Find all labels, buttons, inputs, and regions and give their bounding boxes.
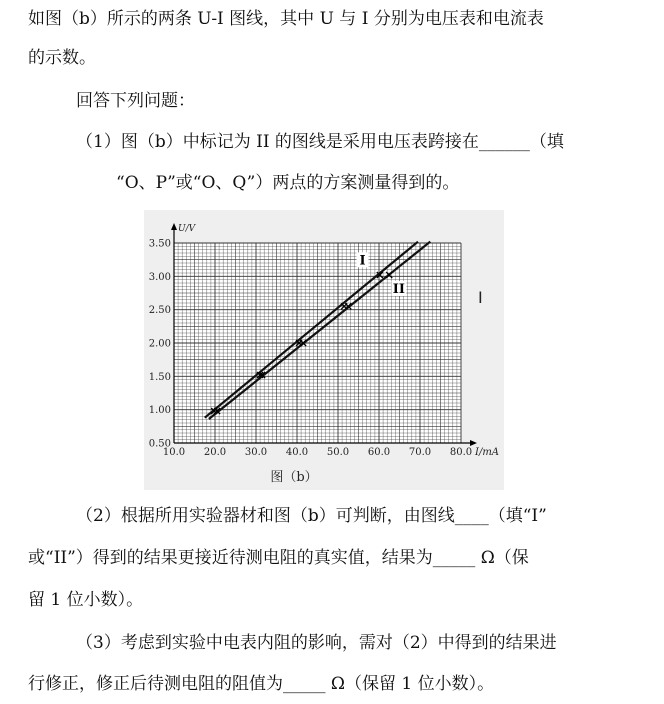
question-line-4: （1）图（b）中标记为 II 的图线是采用电压表跨接在______（填 — [76, 132, 564, 152]
y-tick-label: 3.00 — [148, 271, 171, 283]
y-tick-label: 2.50 — [148, 305, 171, 317]
y-tick-label: 1.00 — [148, 405, 171, 417]
question-line-10: 行修正，修正后待测电阻的阻值为_____ Ω（保留 1 位小数）。 — [28, 674, 495, 694]
question-line-2: 的示数。 — [28, 48, 96, 68]
question-line-6: （2）根据所用实验器材和图（b）可判断，由图线____（填“I” — [76, 506, 547, 526]
x-tick-label: 20.0 — [203, 447, 227, 458]
y-tick-label: 1.50 — [148, 371, 171, 383]
y-tick-label: 2.00 — [148, 338, 171, 350]
y-axis-arrow — [171, 223, 177, 230]
x-axis-label: I/mA — [475, 447, 500, 458]
question-line-3: 回答下列问题： — [76, 91, 195, 111]
question-line-9: （3）考虑到实验中电表内阻的影响，需对（2）中得到的结果进 — [76, 633, 557, 653]
figure-b — [144, 210, 504, 490]
y-axis-label: U/V — [178, 224, 196, 234]
question-line-1: 如图（b）所示的两条 U-I 图线，其中 U 与 I 分别为电压表和电流表 — [28, 9, 544, 29]
u-i-chart — [144, 210, 504, 490]
y-tick-label: 3.50 — [148, 238, 171, 250]
x-tick-label: 10.0 — [162, 447, 186, 458]
x-tick-label: 80.0 — [449, 447, 473, 458]
x-tick-label: 30.0 — [244, 447, 268, 458]
question-line-8: 留 1 位小数）。 — [28, 590, 144, 610]
x-axis-arrow — [470, 440, 477, 446]
y-tick-label: 0.50 — [148, 438, 171, 450]
question-line-7: 或“II”）得到的结果更接近待测电阻的真实值，结果为_____ Ω（保 — [28, 548, 529, 568]
series-label-1: I — [359, 253, 366, 269]
x-tick-label: 60.0 — [367, 447, 391, 458]
figure-caption: 图（b） — [270, 470, 318, 485]
question-line-5: “O、P”或“O、Q”）两点的方案测量得到的。 — [116, 173, 460, 193]
x-tick-label: 50.0 — [326, 447, 350, 458]
x-tick-label: 70.0 — [408, 447, 432, 458]
series-label-2: II — [392, 282, 405, 297]
x-tick-label: 40.0 — [285, 447, 309, 458]
text-cursor-icon: I — [478, 288, 483, 307]
